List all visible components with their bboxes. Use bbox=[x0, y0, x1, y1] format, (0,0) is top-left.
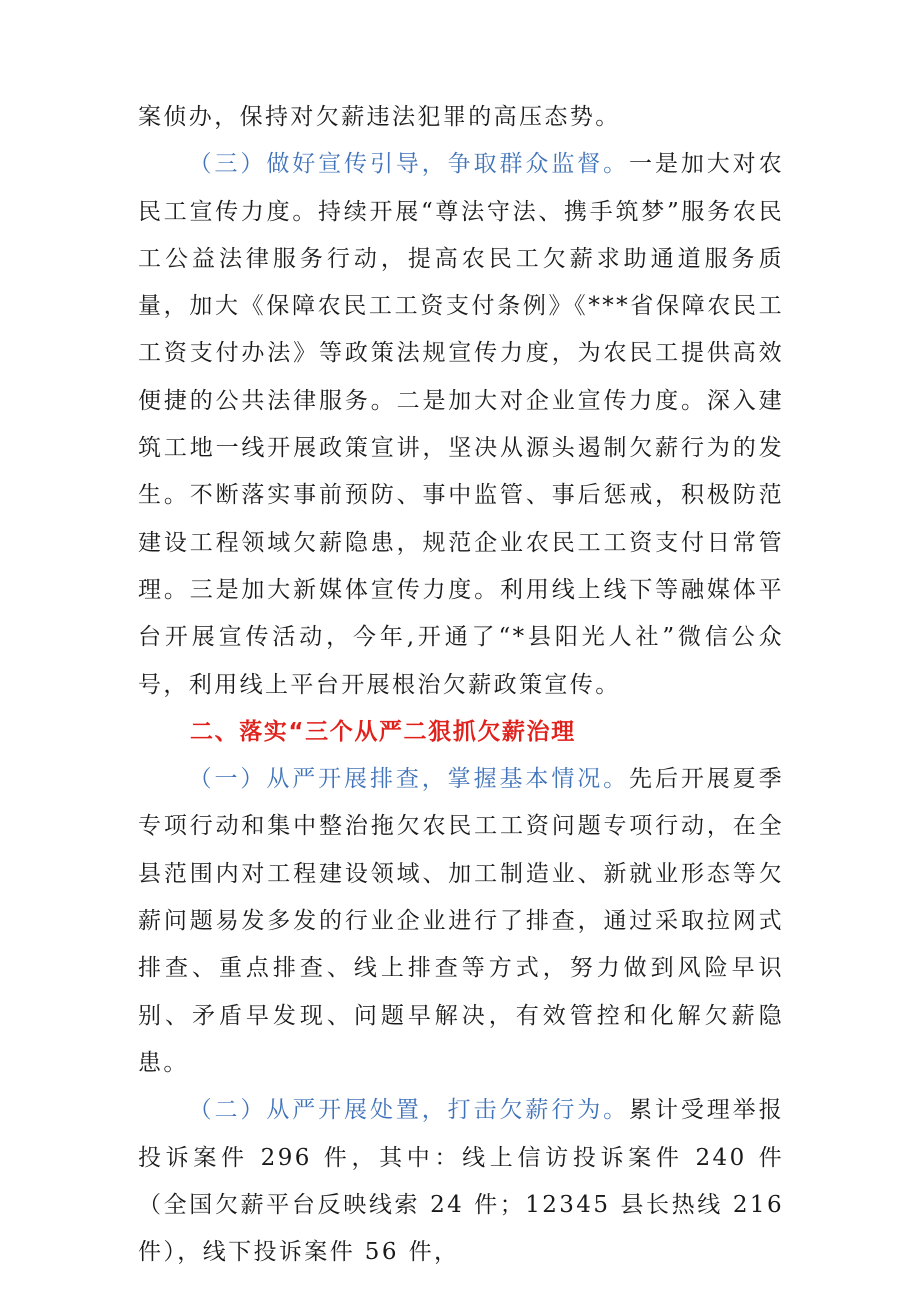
paragraph-publicity bbox=[138, 141, 784, 709]
paragraph-investigation bbox=[138, 756, 784, 1087]
paragraph-disposal bbox=[138, 1087, 784, 1276]
section-heading: 二、落实“三个从严二狠抓欠薪治理 bbox=[190, 718, 576, 745]
subheading-publicity: （三）做好宣传引导，争取群众监督。 bbox=[188, 151, 630, 178]
subheading-investigation: （一）从严开展排查，掌握基本情况。 bbox=[188, 766, 630, 793]
subheading-disposal: （二）从严开展处置，打击欠薪行为。 bbox=[188, 1097, 630, 1124]
document-body bbox=[138, 94, 784, 1276]
paragraph-text: 一是加大对农民工宣传力度。持续开展“尊法守法、携手筑梦”服务农民工公益法律服务行动，提高农民工欠薪求助通道服务质量，加大《保障农民工工资支付条例》《***省保障农民工工资支付办法》等政策法规宣传力度，为农民工提供高效便捷的公共法律服务。二是加大对企业宣传力度。深入建筑工地一线开展政策宣讲，坚决从源头遏制欠薪行为的发生。不断落实事前预防、事中监管、事后惩戒，积极防范建设工程领域欠薪隐患，规范企业农民工工资支付日常管理。三是加大新媒体宣传力度。利用线上线下等融媒体平台开展宣传活动，今年,开通了“*县阳光人社”微信公众号，利用线上平台开展根治欠薪政策宣传。 bbox=[138, 151, 784, 698]
paragraph-text: 先后开展夏季专项行动和集中整治拖欠农民工工资问题专项行动，在全县范围内对工程建设领域、加工制造业、新就业形态等欠薪问题易发多发的行业企业进行了排查，通过采取拉网式排查、重点排查、线上排查等方式，努力做到风险早识别、矛盾早发现、问题早解决，有效管控和化解欠薪隐患。 bbox=[138, 766, 784, 1076]
paragraph-continued bbox=[138, 94, 784, 141]
paragraph-text: 累计受理举报投诉案件 296 件，其中：线上信访投诉案件 240 件（全国欠薪平台反映线索 24 件；12345 县长热线 216 件），线下投诉案件 56 件， bbox=[138, 1097, 784, 1266]
paragraph-text: 案侦办，保持对欠薪违法犯罪的高压态势。 bbox=[138, 104, 621, 130]
